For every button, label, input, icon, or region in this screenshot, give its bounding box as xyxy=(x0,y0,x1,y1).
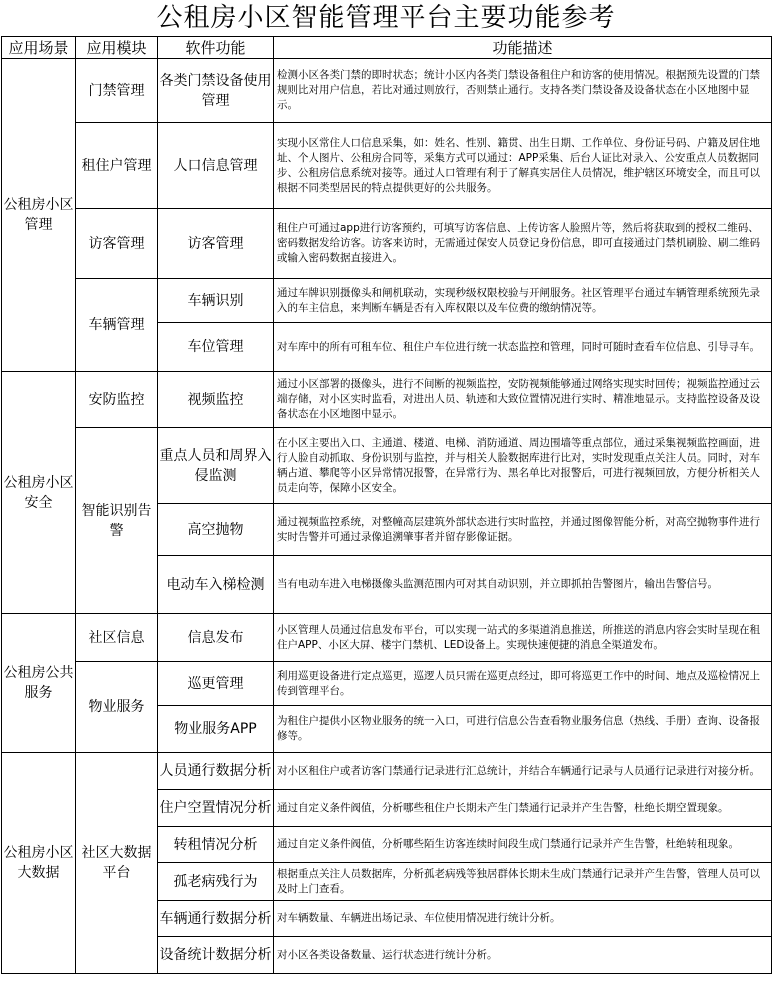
description-cell: 利用巡更设备进行定点巡更，巡逻人员只需在巡更点经过，即可将巡更工作中的时间、地点及巡检情况上传到管理平台。 xyxy=(274,662,772,706)
table-row xyxy=(2,753,772,790)
description-cell: 通过小区部署的摄像头，进行不间断的视频监控，安防视频能够通过网络实现实时回传；视频监控通过云端存储，对小区实时监看，对进出人员、轨迹和大致位置情况进行实时、精准地显示。支持监控设备及设备状态在小区地图中显示。 xyxy=(274,372,772,428)
scene-cell: 公租房小区管理 xyxy=(2,59,76,372)
function-cell: 车位管理 xyxy=(158,323,274,372)
description-cell: 当有电动车进入电梯摄像头监测范围内可对其自动识别，并立即抓拍告警图片，输出告警信号。 xyxy=(274,556,772,614)
description-cell: 检测小区各类门禁的即时状态；统计小区内各类门禁设备租住户和访客的使用情况。根据预先设置的门禁规则比对用户信息，若比对通过则放行，否则禁止通行。支持各类门禁设备及设备状态在小区地图中显示。 xyxy=(274,59,772,123)
function-cell: 视频监控 xyxy=(158,372,274,428)
scene-cell: 公租房小区大数据 xyxy=(2,753,76,974)
function-cell: 人员通行数据分析 xyxy=(158,753,274,790)
description-cell: 为租住户提供小区物业服务的统一入口，可进行信息公告查看物业服务信息（热线、手册）查询、设备报修等。 xyxy=(274,706,772,753)
description-cell: 通过车牌识别摄像头和闸机联动，实现秒级权限校验与开闸服务。社区管理平台通过车辆管理系统预先录入的车主信息，来判断车辆是否有入库权限以及车位费的缴纳情况等。 xyxy=(274,279,772,323)
table-row xyxy=(2,209,772,279)
table-row xyxy=(2,123,772,209)
header-scene: 应用场景 xyxy=(2,37,76,59)
module-cell: 社区信息 xyxy=(76,614,158,662)
table-row xyxy=(2,662,772,706)
description-cell: 对小区各类设备数量、运行状态进行统计分析。 xyxy=(274,937,772,974)
function-cell: 巡更管理 xyxy=(158,662,274,706)
page-title: 公租房小区智能管理平台主要功能参考 xyxy=(156,3,616,33)
description-cell: 通过视频监控系统，对整幢高层建筑外部状态进行实时监控，并通过图像智能分析，对高空抛物事件进行实时告警并可通过录像追溯肇事者并留存影像证据。 xyxy=(274,504,772,556)
description-cell: 通过自定义条件阀值，分析哪些租住户长期未产生门禁通行记录并产生告警，杜绝长期空置现象。 xyxy=(274,790,772,827)
function-cell: 访客管理 xyxy=(158,209,274,279)
function-cell: 各类门禁设备使用管理 xyxy=(158,59,274,123)
description-cell: 小区管理人员通过信息发布平台，可以实现一站式的多渠道消息推送，所推送的消息内容会实时呈现在租住户APP、小区大屏、楼宇门禁机、LED设备上。实现快速便捷的消息全渠道发布。 xyxy=(274,614,772,662)
module-cell: 车辆管理 xyxy=(76,279,158,372)
description-cell: 对小区租住户或者访客门禁通行记录进行汇总统计，并结合车辆通行记录与人员通行记录进行对接分析。 xyxy=(274,753,772,790)
function-table xyxy=(1,36,772,974)
function-cell: 重点人员和周界入侵监测 xyxy=(158,428,274,504)
module-cell: 物业服务 xyxy=(76,662,158,753)
description-cell: 实现小区常住人口信息采集，如：姓名、性别、籍贯、出生日期、工作单位、身份证号码、户籍及居住地址、个人图片、公租房合同等，采集方式可以通过：APP采集、后台人证比对录入、公安重点人员数据同步、公租房信息系统对接等。通过人口管理有利于了解真实居住人员情况，维护辖区环境安全，而且可以根据不同类型居民的特点提供更好的公共服务。 xyxy=(274,123,772,209)
description-cell: 根据重点关注人员数据库，分析孤老病残等独居群体长期未生成门禁通行记录并产生告警，管理人员可以及时上门查看。 xyxy=(274,863,772,901)
description-cell: 对车辆数量、车辆进出场记录、车位使用情况进行统计分析。 xyxy=(274,901,772,937)
scene-cell: 公租房公共服务 xyxy=(2,614,76,753)
function-cell: 人口信息管理 xyxy=(158,123,274,209)
header-module: 应用模块 xyxy=(76,37,158,59)
description-cell: 租住户可通过app进行访客预约，可填写访客信息、上传访客人脸照片等，然后将获取到的授权二维码、密码数据发给访客。访客来访时，无需通过保安人员登记身份信息，即可直接通过门禁机刷脸、刷二维码或输入密码数据直接进入。 xyxy=(274,209,772,279)
module-cell: 租住户管理 xyxy=(76,123,158,209)
function-cell: 转租情况分析 xyxy=(158,827,274,863)
function-cell: 设备统计数据分析 xyxy=(158,937,274,974)
module-cell: 门禁管理 xyxy=(76,59,158,123)
module-cell: 访客管理 xyxy=(76,209,158,279)
header-description: 功能描述 xyxy=(274,37,772,59)
function-cell: 高空抛物 xyxy=(158,504,274,556)
function-cell: 车辆通行数据分析 xyxy=(158,901,274,937)
description-cell: 对车库中的所有可租车位、租住户车位进行统一状态监控和管理，同时可随时查看车位信息、引导寻车。 xyxy=(274,323,772,372)
module-cell: 社区大数据平台 xyxy=(76,753,158,974)
function-cell: 孤老病残行为 xyxy=(158,863,274,901)
module-cell: 智能识别告警 xyxy=(76,428,158,614)
function-cell: 住户空置情况分析 xyxy=(158,790,274,827)
table-row xyxy=(2,614,772,662)
table-row xyxy=(2,372,772,428)
function-cell: 信息发布 xyxy=(158,614,274,662)
function-cell: 电动车入梯检测 xyxy=(158,556,274,614)
header-function: 软件功能 xyxy=(158,37,274,59)
description-cell: 在小区主要出入口、主通道、楼道、电梯、消防通道、周边围墙等重点部位，通过采集视频监控画面，进行人脸自动抓取、身份识别与监控，并与相关人脸数据库进行比对，实时发现重点关注人员。同时，对车辆占道、攀爬等小区异常情况报警，在异常行为、黑名单比对报警后，可进行视频回放，方便分析相关人员走向等，保障小区安全。 xyxy=(274,428,772,504)
table-row xyxy=(2,428,772,504)
function-cell: 物业服务APP xyxy=(158,706,274,753)
function-cell: 车辆识别 xyxy=(158,279,274,323)
header-row xyxy=(2,37,772,59)
description-cell: 通过自定义条件阀值，分析哪些陌生访客连续时间段生成门禁通行记录并产生告警，杜绝转租现象。 xyxy=(274,827,772,863)
scene-cell: 公租房小区安全 xyxy=(2,372,76,614)
table-row xyxy=(2,59,772,123)
table-row xyxy=(2,279,772,323)
module-cell: 安防监控 xyxy=(76,372,158,428)
